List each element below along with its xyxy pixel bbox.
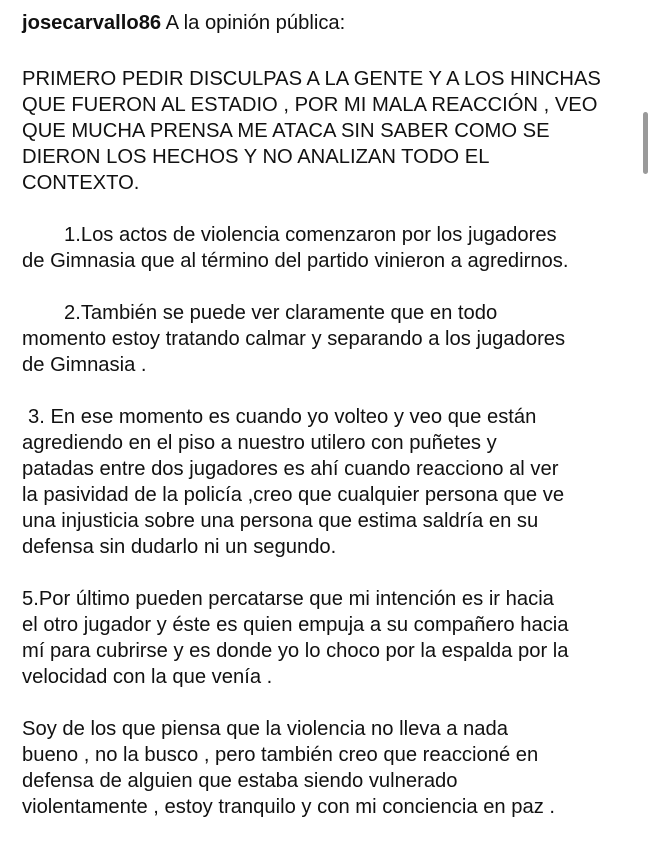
paragraph-point-5: 5.Por último pueden percatarse que mi intención es ir hacia el otro jugador y éste es quien empuja a su compañero hacia mí para cubrirse y es donde yo lo choco por la espalda por la velocidad con la que venía .: [22, 588, 569, 688]
paragraph-point-1: 1.Los actos de violencia comenzaron por los jugadores de Gimnasia que al término del partido vinieron a agredirnos.: [22, 224, 569, 272]
paragraph-closing: Soy de los que piensa que la violencia no lleva a nada bueno , no la busco , pero también creo que reaccioné en defensa de alguien que estaba siendo vulnerado violentamente , estoy tranquilo y con mi conciencia en paz .: [22, 718, 556, 818]
scrollbar-thumb[interactable]: [643, 112, 648, 174]
paragraph-point-2: 2.También se puede ver claramente que en todo momento estoy tratando calmar y separando a los jugadores de Gimnasia .: [22, 302, 566, 376]
username-link[interactable]: josecarvallo86: [22, 12, 162, 34]
post-caption: [22, 10, 640, 846]
paragraph-point-3: 3. En ese momento es cuando yo volteo y veo que están agrediendo en el piso a nuestro utilero con puñetes y patadas entre dos jugadores es ahí cuando reacciono al ver la pasividad de la policía ,creo que cualquier persona que ve una injusticia sobre una persona que estima saldría en su defensa sin dudarlo ni un segundo.: [22, 406, 565, 558]
paragraph-apology: PRIMERO PEDIR DISCULPAS A LA GENTE Y A LOS HINCHAS QUE FUERON AL ESTADIO , POR MI MALA REACCIÓN , VEO QUE MUCHA PRENSA ME ATACA SIN SABER COMO SE DIERON LOS HECHOS Y NO ANALIZAN TODO EL CONTEXTO.: [22, 68, 601, 194]
post-header: [22, 10, 640, 36]
caption-title: A la opinión pública:: [165, 12, 346, 34]
